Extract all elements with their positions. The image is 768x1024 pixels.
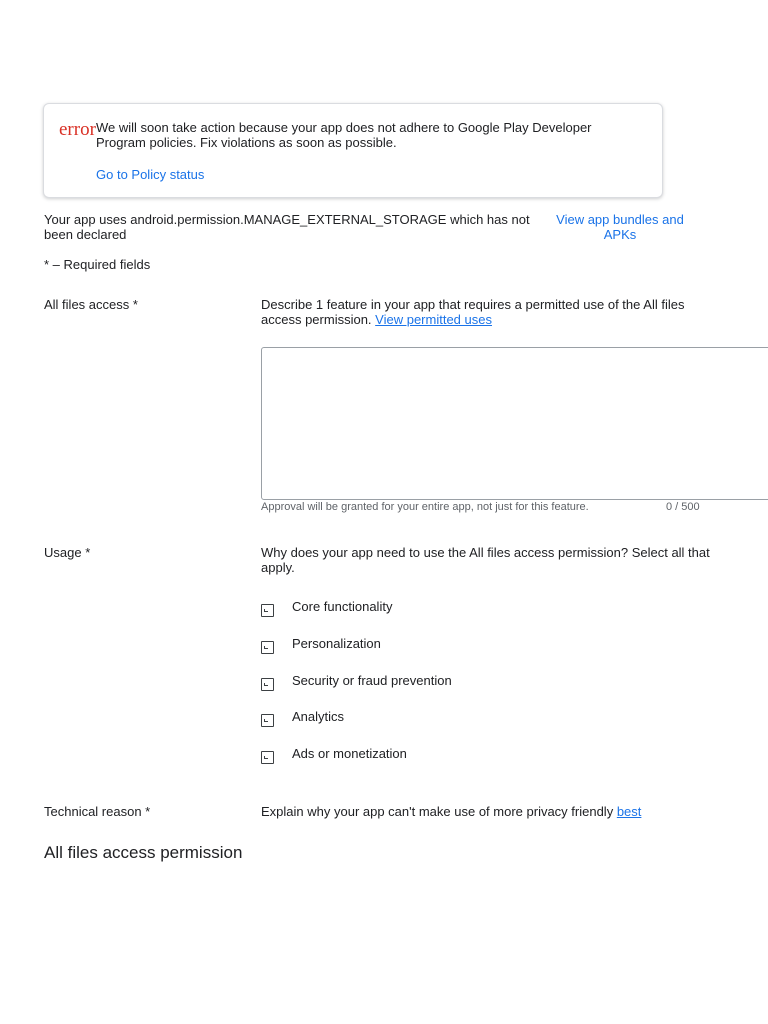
technical-reason-label: Technical reason * (44, 804, 151, 819)
view-permitted-uses-link[interactable]: View permitted uses (375, 312, 492, 327)
character-counter: 0 / 500 (666, 501, 700, 513)
view-app-bundles-link[interactable]: View app bundles and APKs (556, 212, 684, 242)
error-icon: error (59, 119, 96, 140)
usage-option-security[interactable] (261, 673, 452, 693)
approval-hint: Approval will be granted for your entire app, not just for this feature. (261, 501, 589, 513)
alert-message: We will soon take action because your app does not adhere to Google Play Developer Program policies. Fix violations as soon as possible. (96, 120, 592, 150)
checkbox-label: Analytics (292, 708, 345, 724)
usage-option-analytics[interactable] (261, 709, 344, 729)
technical-reason-description (261, 804, 711, 819)
checkbox-icon[interactable] (261, 604, 274, 617)
all-files-access-label: All files access * (44, 297, 138, 312)
usage-label: Usage * (44, 545, 91, 560)
checkbox-label: Ads or monetization (292, 745, 407, 761)
checkbox-label: Core functionality (292, 598, 393, 614)
usage-description: Why does your app need to use the All files access permission? Select all that apply. (261, 545, 710, 575)
technical-reason-description-text: Explain why your app can't make use of more privacy friendly (261, 804, 614, 819)
undeclared-permission-notice: Your app uses android.permission.MANAGE_EXTERNAL_STORAGE which has not been declared (44, 212, 530, 242)
required-fields-note: * – Required fields (44, 257, 151, 272)
section-title: All files access permission (44, 843, 243, 862)
checkbox-label: Security or fraud prevention (292, 672, 452, 688)
usage-option-core-functionality[interactable] (261, 599, 392, 619)
best-practices-link[interactable]: best (616, 804, 642, 819)
feature-description-input[interactable] (261, 347, 768, 500)
checkbox-icon[interactable] (261, 714, 274, 727)
usage-option-personalization[interactable] (261, 636, 381, 656)
checkbox-icon[interactable] (261, 678, 274, 691)
all-files-access-description-text: Describe 1 feature in your app that requires a permitted use of the All files access permission. (261, 297, 685, 327)
checkbox-icon[interactable] (261, 751, 274, 764)
go-to-policy-status-link[interactable]: Go to Policy status (96, 167, 205, 182)
policy-alert-card (43, 103, 663, 198)
all-files-access-description (261, 297, 711, 327)
checkbox-label: Personalization (292, 635, 381, 651)
technical-reason-section (0, 800, 768, 824)
checkbox-icon[interactable] (261, 641, 274, 654)
usage-option-ads[interactable] (261, 746, 407, 766)
